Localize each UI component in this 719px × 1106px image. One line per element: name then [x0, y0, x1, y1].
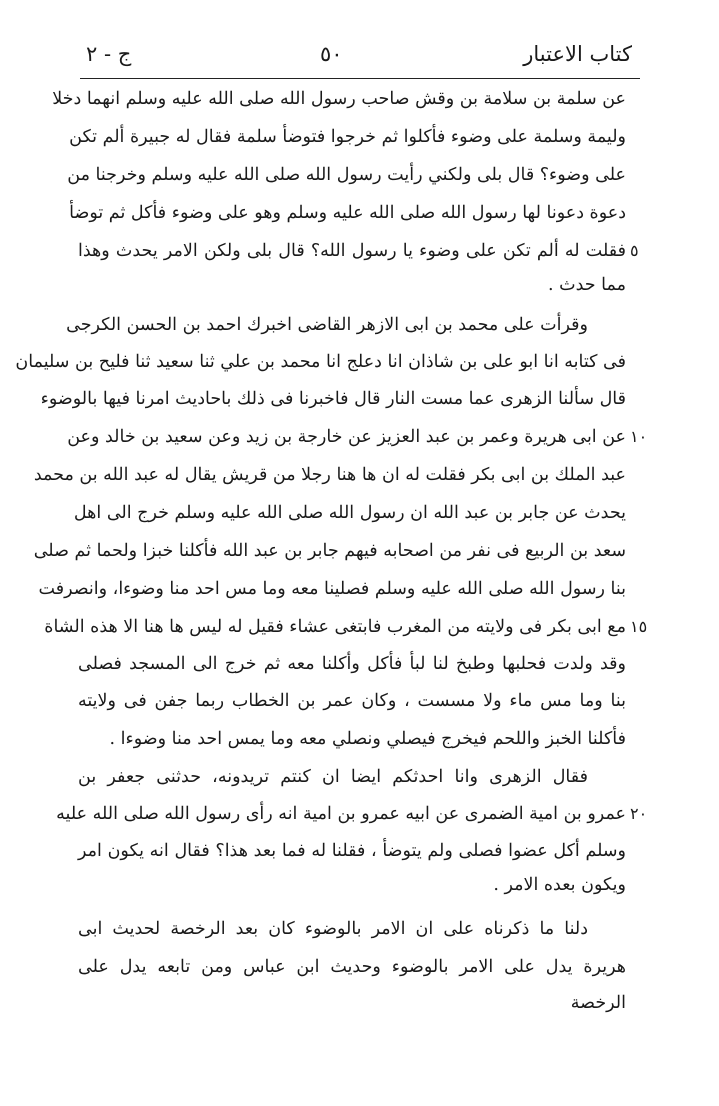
text-line: فقال الزهرى وانا احدثكم ايضا ان كنتم تريدونه، حدثنى جعفر بن [78, 767, 588, 787]
text-line: هريرة يدل على الامر بالوضوء وحديث ابن عباس ومن تابعه يدل على [78, 957, 626, 977]
text-line: مع ابى بكر فى ولايته من المغرب فابتغى عشاء فقيل له ليس ها هنا الا هذه الشاة [44, 617, 626, 637]
text-line: عمرو بن امية الضمرى عن ابيه عمرو بن امية انه رأى رسول الله صلى الله عليه [56, 804, 626, 824]
line-number: ١٠ [630, 427, 648, 446]
text-line: سعد بن الربيع فى نفر من اصحابه فيهم جابر بن عبد الله فأكلنا خبزا ولحما ثم صلى [33, 541, 626, 561]
text-line: وقد ولدت فحلبها وطبخ لنا لبأ فأكل وأكلنا معه ثم خرج الى المسجد فصلى [78, 654, 626, 674]
text-line: فأكلنا الخبز واللحم فيخرج فيصلي ونصلي معه وما يمس احد منا وضوءا . [109, 729, 626, 749]
text-line: ويكون بعده الامر . [493, 875, 626, 895]
text-line: مما حدث . [548, 275, 626, 295]
text-line: دلنا ما ذكرناه على ان الامر بالوضوء كان بعد الرخصة لحديث ابى [78, 919, 588, 939]
text-line: وسلم أكل عضوا فصلى ولم يتوضأ ، فقلنا له فما بعد هذا؟ فقال انه يكون امر [78, 841, 626, 861]
line-number: ٥ [630, 241, 639, 260]
text-line: فى كتابه انا ابو على بن شاذان انا دعلج انا محمد بن علي ثنا سعيد ثنا فليح بن سليمان [15, 352, 626, 372]
text-line: عن سلمة بن سلامة بن وقش صاحب رسول الله صلى الله عليه وسلم انهما دخلا [52, 89, 626, 109]
text-line: قال سألنا الزهرى عما مست النار قال فاخبرنا فى ذلك باحاديث امرنا فيها بالوضوء [40, 389, 626, 409]
book-title: كتاب الاعتبار [523, 42, 632, 66]
line-number: ٢٠ [630, 804, 648, 823]
text-line: بنا رسول الله صلى الله عليه وسلم فصلينا معه وما مس احد منا وضوءا، وانصرفت [38, 579, 626, 599]
line-number: ١٥ [630, 617, 648, 636]
text-line: عبد الملك بن ابى بكر فقلت له ان ها هنا رجلا من قريش يقال له عبد الله بن محمد [33, 465, 626, 485]
text-line: فقلت له ألم تكن على وضوء يا رسول الله؟ قال بلى ولكن الامر يحدث وهذا [78, 241, 626, 261]
volume-number: ج - ٢ [86, 42, 132, 66]
text-line: وقرأت على محمد بن ابى الازهر القاضى اخبرك احمد بن الحسن الكرجى [66, 315, 588, 335]
text-line: بنا وما مس ماء ولا مسست ، وكان عمر بن الخطاب ربما جفن فى ولايته [78, 691, 626, 711]
text-line: دعوة دعونا لها رسول الله صلى الله عليه وسلم وهو على وضوء فأكل ثم توضأ [69, 203, 626, 223]
text-line: وليمة وسلمة على وضوء فأكلوا ثم خرجوا فتوضأ سلمة فقال له جبيرة ألم تكن [69, 127, 626, 147]
page-header [80, 38, 640, 79]
page-number: ٥٠ [320, 42, 343, 66]
text-line: على وضوء؟ قال بلى ولكني رأيت رسول الله صلى الله عليه وسلم وخرجنا من [67, 165, 626, 185]
text-line: الرخصة [570, 993, 626, 1013]
text-line: يحدث عن جابر بن عبد الله ان رسول الله صلى الله عليه وسلم خرج الى اهل [73, 503, 626, 523]
text-line: عن ابى هريرة وعمر بن عبد العزيز عن خارجة بن زيد وعن سعيد بن خالد وعن [67, 427, 626, 447]
